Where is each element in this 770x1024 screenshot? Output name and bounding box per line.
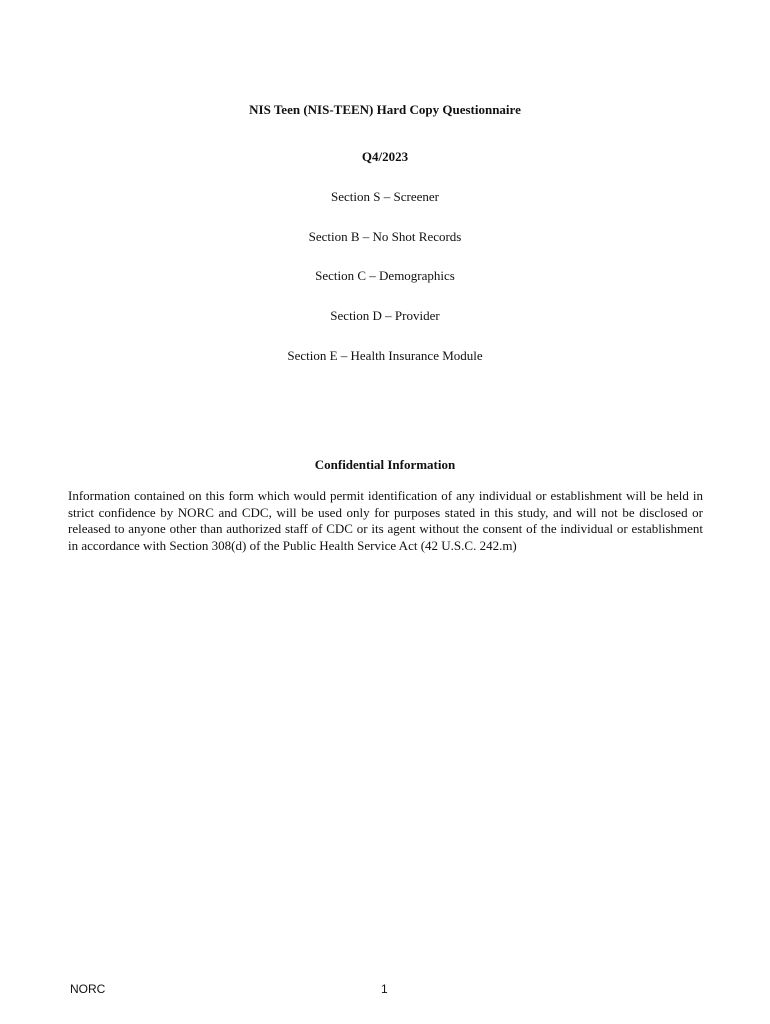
footer-organization: NORC	[70, 982, 106, 996]
section-c-label: Section C – Demographics	[315, 268, 455, 283]
document-period: Q4/2023	[361, 149, 409, 164]
document-title: NIS Teen (NIS-TEEN) Hard Copy Questionnaire	[249, 102, 521, 117]
footer-page-number: 1	[381, 982, 388, 996]
section-b-label: Section B – No Shot Records	[308, 229, 462, 244]
section-s-label: Section S – Screener	[331, 189, 439, 204]
section-d-label: Section D – Provider	[330, 308, 440, 323]
confidential-heading: Confidential Information	[314, 457, 456, 472]
confidential-body: Information contained on this form which would permit identification of any individual or establishment will be held in strict confidence by NORC and CDC, will be used only for purposes stated in this study, and will not be disclosed or released to anyone other than authorized staff of CDC or its agent without the consent of the individual or establishment in accordance with Section 308(d) of the Public Health Service Act (42 U.S.C. 242.m)	[68, 488, 703, 553]
section-e-label: Section E – Health Insurance Module	[287, 348, 483, 363]
